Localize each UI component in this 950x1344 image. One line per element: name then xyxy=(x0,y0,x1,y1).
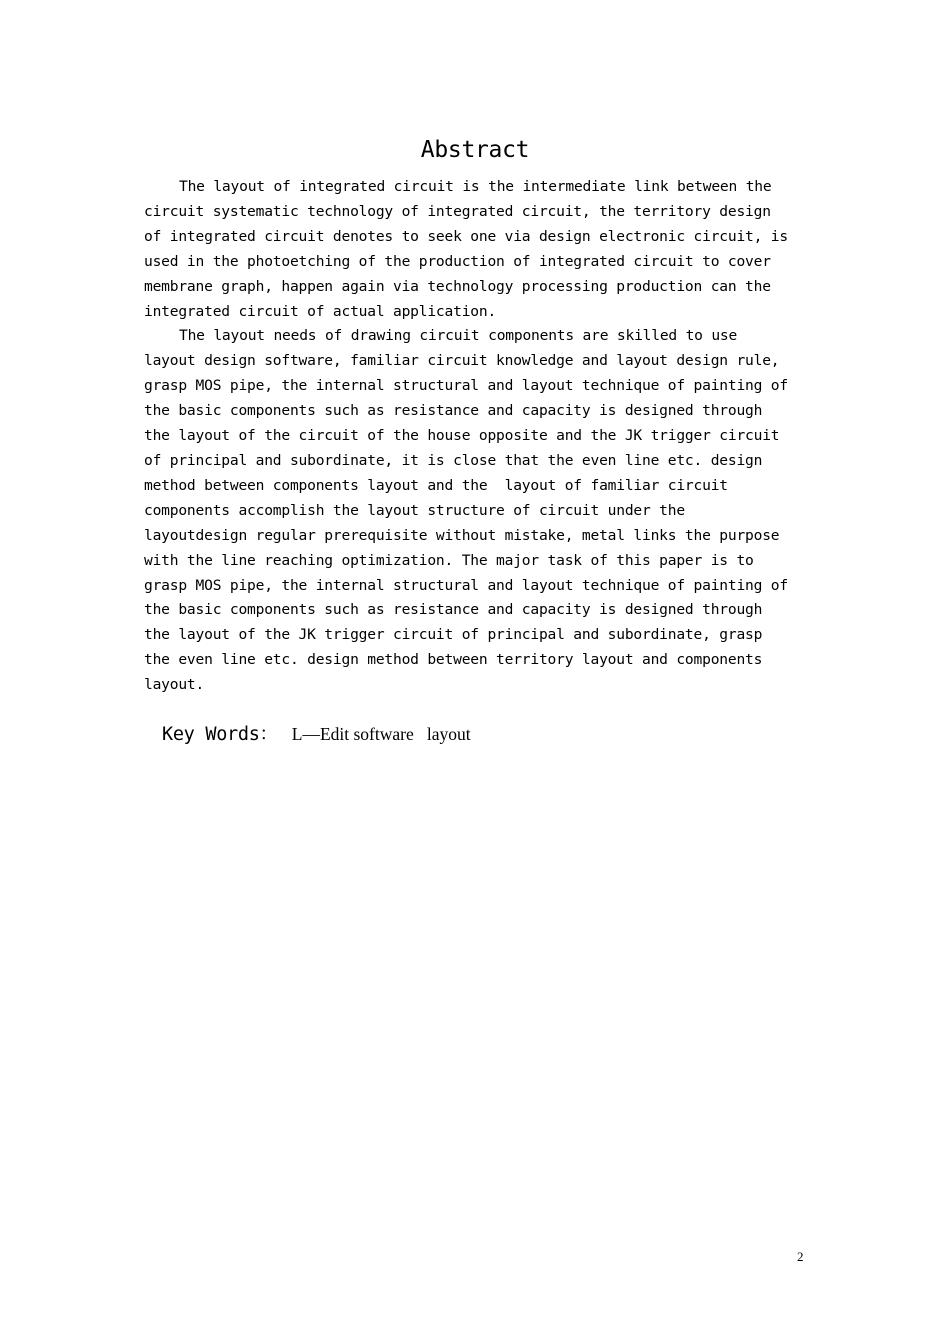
text-line: the basic components such as resistance and capacity is designed through xyxy=(144,601,763,619)
text-line: the layout of the JK trigger circuit of principal and subordinate, grasp xyxy=(144,626,763,644)
text-line: grasp MOS pipe, the internal structural and layout technique of painting of xyxy=(144,377,788,395)
text-line: integrated circuit of actual application. xyxy=(144,302,497,320)
abstract-paragraph-2 xyxy=(144,324,824,698)
text-line: the basic components such as resistance and capacity is designed through xyxy=(144,402,763,420)
text-line: The layout needs of drawing circuit components are skilled to use xyxy=(179,327,738,345)
text-line: layout design software, familiar circuit knowledge and layout design rule, xyxy=(144,352,780,370)
text-line: of integrated circuit denotes to seek one via design electronic circuit, is xyxy=(144,227,788,245)
abstract-paragraph-1 xyxy=(144,175,824,324)
text-line: the even line etc. design method between territory layout and components xyxy=(144,651,763,669)
text-line: grasp MOS pipe, the internal structural and layout technique of painting of xyxy=(144,576,788,594)
keywords-label: Key Words： xyxy=(162,724,278,745)
text-line: membrane graph, happen again via technology processing production can the xyxy=(144,277,771,295)
text-line: The layout of integrated circuit is the intermediate link between the xyxy=(179,178,772,195)
abstract-body xyxy=(144,175,824,698)
keywords-value: L—Edit software layout xyxy=(291,724,471,744)
text-line: of principal and subordinate, it is close that the even line etc. design xyxy=(144,451,763,469)
page-number: 2 xyxy=(797,1249,804,1264)
text-line: method between components layout and the layout of familiar circuit xyxy=(144,476,728,494)
text-line: circuit systematic technology of integrated circuit, the territory design xyxy=(144,202,771,220)
text-line: components accomplish the layout structure of circuit under the xyxy=(144,501,685,519)
text-line: with the line reaching optimization. The major task of this paper is to xyxy=(144,551,754,569)
text-line: layoutdesign regular prerequisite without mistake, metal links the purpose xyxy=(144,526,780,544)
text-line: used in the photoetching of the production of integrated circuit to cover xyxy=(144,252,771,270)
keywords-row xyxy=(162,720,471,749)
text-line: the layout of the circuit of the house opposite and the JK trigger circuit xyxy=(144,427,780,445)
abstract-title: Abstract xyxy=(420,137,530,163)
text-line: layout. xyxy=(144,676,205,694)
